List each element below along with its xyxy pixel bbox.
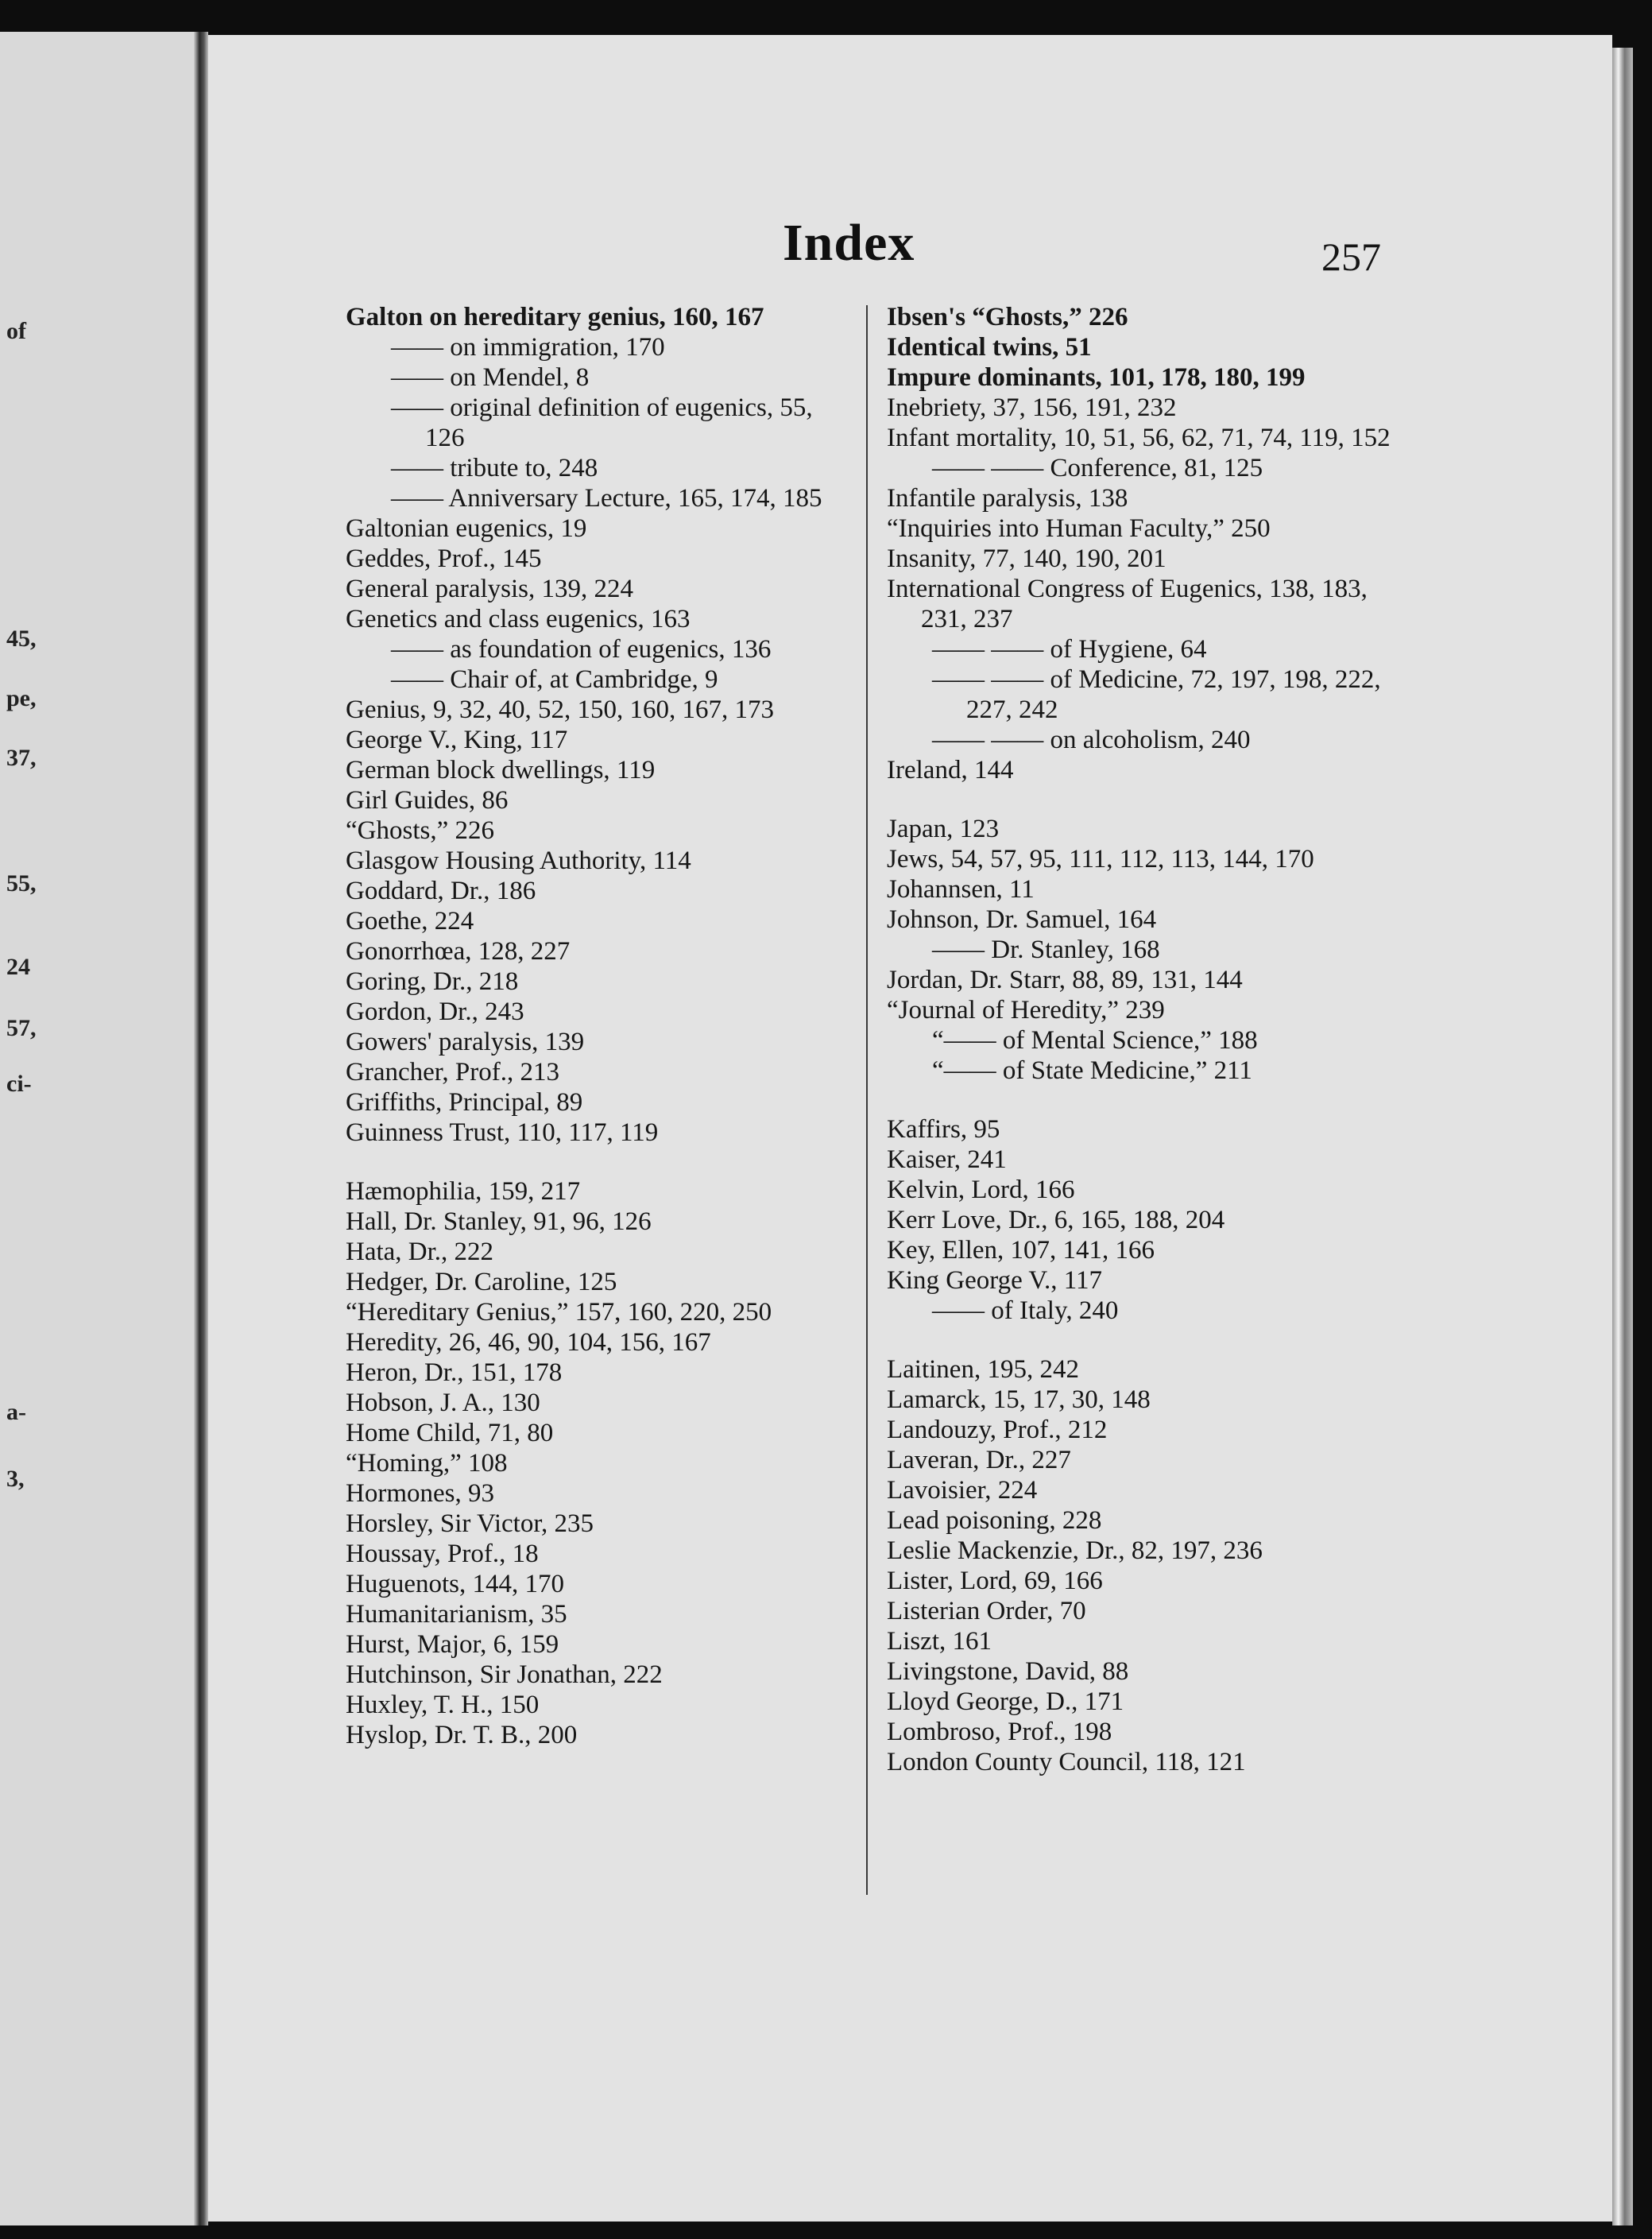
page-title: Index [783,214,915,272]
book-gutter [194,32,208,2225]
index-entry: Insanity, 77, 140, 190, 201 [887,544,1166,573]
facing-page-fragment: 57, [6,1015,37,1041]
index-entry: Goddard, Dr., 186 [346,877,536,905]
index-entry: Kelvin, Lord, 166 [887,1176,1075,1204]
facing-page-fragment: 55, [6,870,37,897]
letter-section-gap [346,1148,854,1176]
facing-page-fragment: 3, [6,1466,25,1492]
index-entry: Japan, 123 [887,815,1000,843]
index-entry: Leslie Mackenzie, Dr., 82, 197, 236 [887,1536,1263,1565]
index-entry: “Homing,” 108 [346,1449,508,1478]
index-entry: Johnson, Dr. Samuel, 164 [887,905,1157,934]
index-entry: Gordon, Dr., 243 [346,997,524,1026]
index-subentry: —— tribute to, 248 [391,454,598,482]
index-entry: Lead poisoning, 228 [887,1506,1102,1535]
index-entry: Grancher, Prof., 213 [346,1058,560,1087]
index-entry: Ireland, 144 [887,756,1014,784]
index-subentry: “—— of State Medicine,” 211 [932,1056,1252,1085]
index-entry: King George V., 117 [887,1266,1103,1295]
column-divider [866,305,868,1895]
index-entry: Houssay, Prof., 18 [346,1540,539,1568]
index-entry: Humanitarianism, 35 [346,1600,567,1629]
index-entry: Heron, Dr., 151, 178 [346,1358,563,1387]
facing-page-fragment: 24 [6,954,30,980]
index-entry: Gonorrhœa, 128, 227 [346,937,571,966]
facing-page-fragment: of [6,318,26,344]
index-entry: Hall, Dr. Stanley, 91, 96, 126 [346,1207,652,1236]
index-entry: Laitinen, 195, 242 [887,1355,1079,1384]
letter-section-gap [887,785,1395,814]
index-entry: Huguenots, 144, 170 [346,1570,564,1598]
index-entry: Hobson, J. A., 130 [346,1389,540,1417]
index-entry: Galton on hereditary genius, 160, 167 [346,303,764,331]
index-entry: Gowers' paralysis, 139 [346,1028,585,1056]
index-entry: Jews, 54, 57, 95, 111, 112, 113, 144, 170 [887,845,1314,874]
index-entry: Johannsen, 11 [887,875,1035,904]
index-entry: Heredity, 26, 46, 90, 104, 156, 167 [346,1328,711,1357]
index-subentry: —— on immigration, 170 [391,333,665,362]
index-entry: General paralysis, 139, 224 [346,575,633,603]
index-subentry: —— of Italy, 240 [932,1296,1119,1325]
index-entry: London County Council, 118, 121 [887,1748,1246,1776]
index-entry: “Ghosts,” 226 [346,816,494,845]
index-entry: Infant mortality, 10, 51, 56, 62, 71, 74, 119, 152 [887,424,1391,452]
index-entry: Hæmophilia, 159, 217 [346,1177,581,1206]
index-entry: Lombroso, Prof., 198 [887,1718,1112,1746]
index-entry: Liszt, 161 [887,1627,992,1656]
index-entry: Kerr Love, Dr., 6, 165, 188, 204 [887,1206,1225,1234]
index-entry: Inebriety, 37, 156, 191, 232 [887,393,1177,422]
facing-page [0,32,194,2225]
index-entry: Kaiser, 241 [887,1145,1007,1174]
index-subentry: —— —— of Hygiene, 64 [932,635,1207,664]
index-entry: Hedger, Dr. Caroline, 125 [346,1268,617,1296]
index-entry: Hormones, 93 [346,1479,494,1508]
index-entry: Hutchinson, Sir Jonathan, 222 [346,1660,663,1689]
page-number: 257 [1321,234,1381,279]
index-entry: Hurst, Major, 6, 159 [346,1630,559,1659]
index-entry: Glasgow Housing Authority, 114 [346,846,691,875]
index-entry: Huxley, T. H., 150 [346,1691,540,1719]
index-subentry: —— —— Conference, 81, 125 [932,454,1263,482]
index-entry: International Congress of Eugenics, 138, 183, 231, 237 [887,575,1368,633]
facing-page-fragment: a- [6,1399,26,1425]
index-entry: “Inquiries into Human Faculty,” 250 [887,514,1271,543]
index-subentry: —— Anniversary Lecture, 165, 174, 185 [391,484,822,513]
index-entry: Key, Ellen, 107, 141, 166 [887,1236,1155,1265]
index-entry: Goring, Dr., 218 [346,967,519,996]
index-entry: Genetics and class eugenics, 163 [346,605,691,633]
index-entry: Listerian Order, 70 [887,1597,1086,1625]
facing-page-fragment: 37, [6,745,37,771]
index-subentry: —— Dr. Stanley, 168 [932,935,1160,964]
index-entry: Laveran, Dr., 227 [887,1446,1071,1474]
facing-page-fragment: pe, [6,685,37,711]
index-entry: Identical twins, 51 [887,333,1092,362]
index-entry: Ibsen's “Ghosts,” 226 [887,303,1128,331]
index-subentry: —— original definition of eugenics, 55, 126 [391,393,813,452]
index-entry: Goethe, 224 [346,907,474,935]
facing-page-fragment: ci- [6,1071,32,1097]
index-subentry: —— as foundation of eugenics, 136 [391,635,772,664]
index-subentry: —— —— of Medicine, 72, 197, 198, 222, 227, 242 [932,665,1381,724]
index-entry: Genius, 9, 32, 40, 52, 150, 160, 167, 173 [346,695,774,724]
index-entry: “Hereditary Genius,” 157, 160, 220, 250 [346,1298,772,1327]
index-entry: Griffiths, Principal, 89 [346,1088,583,1117]
index-entry: George V., King, 117 [346,726,568,754]
index-entry: Geddes, Prof., 145 [346,544,542,573]
index-subentry: —— Chair of, at Cambridge, 9 [391,665,718,694]
index-entry: Lamarck, 15, 17, 30, 148 [887,1385,1151,1414]
index-entry: Girl Guides, 86 [346,786,509,815]
index-subentry: “—— of Mental Science,” 188 [932,1026,1258,1055]
index-entry: Impure dominants, 101, 178, 180, 199 [887,363,1306,392]
index-entry: Infantile paralysis, 138 [887,484,1128,513]
index-entry: Livingstone, David, 88 [887,1657,1129,1686]
index-entry: Kaffirs, 95 [887,1115,1000,1144]
facing-page-fragment: 45, [6,626,37,652]
index-subentry: —— on Mendel, 8 [391,363,590,392]
index-entry: Landouzy, Prof., 212 [887,1416,1108,1444]
index-entry: Guinness Trust, 110, 117, 119 [346,1118,659,1147]
index-entry: Hata, Dr., 222 [346,1238,494,1266]
index-column-right [887,302,1395,1777]
index-entry: Hyslop, Dr. T. B., 200 [346,1721,578,1749]
index-entry: Lloyd George, D., 171 [887,1687,1124,1716]
index-entry: Lavoisier, 224 [887,1476,1038,1505]
index-entry: Galtonian eugenics, 19 [346,514,587,543]
index-entry: “Journal of Heredity,” 239 [887,996,1165,1025]
letter-section-gap [887,1326,1395,1354]
index-entry: Lister, Lord, 69, 166 [887,1567,1103,1595]
letter-section-gap [887,1086,1395,1114]
index-subentry: —— —— on alcoholism, 240 [932,726,1251,754]
index-entry: Jordan, Dr. Starr, 88, 89, 131, 144 [887,966,1243,994]
index-entry: Home Child, 71, 80 [346,1419,554,1447]
index-column-left [346,302,854,1750]
index-entry: Horsley, Sir Victor, 235 [346,1509,594,1538]
page-edge [1612,48,1633,2225]
index-entry: German block dwellings, 119 [346,756,656,784]
